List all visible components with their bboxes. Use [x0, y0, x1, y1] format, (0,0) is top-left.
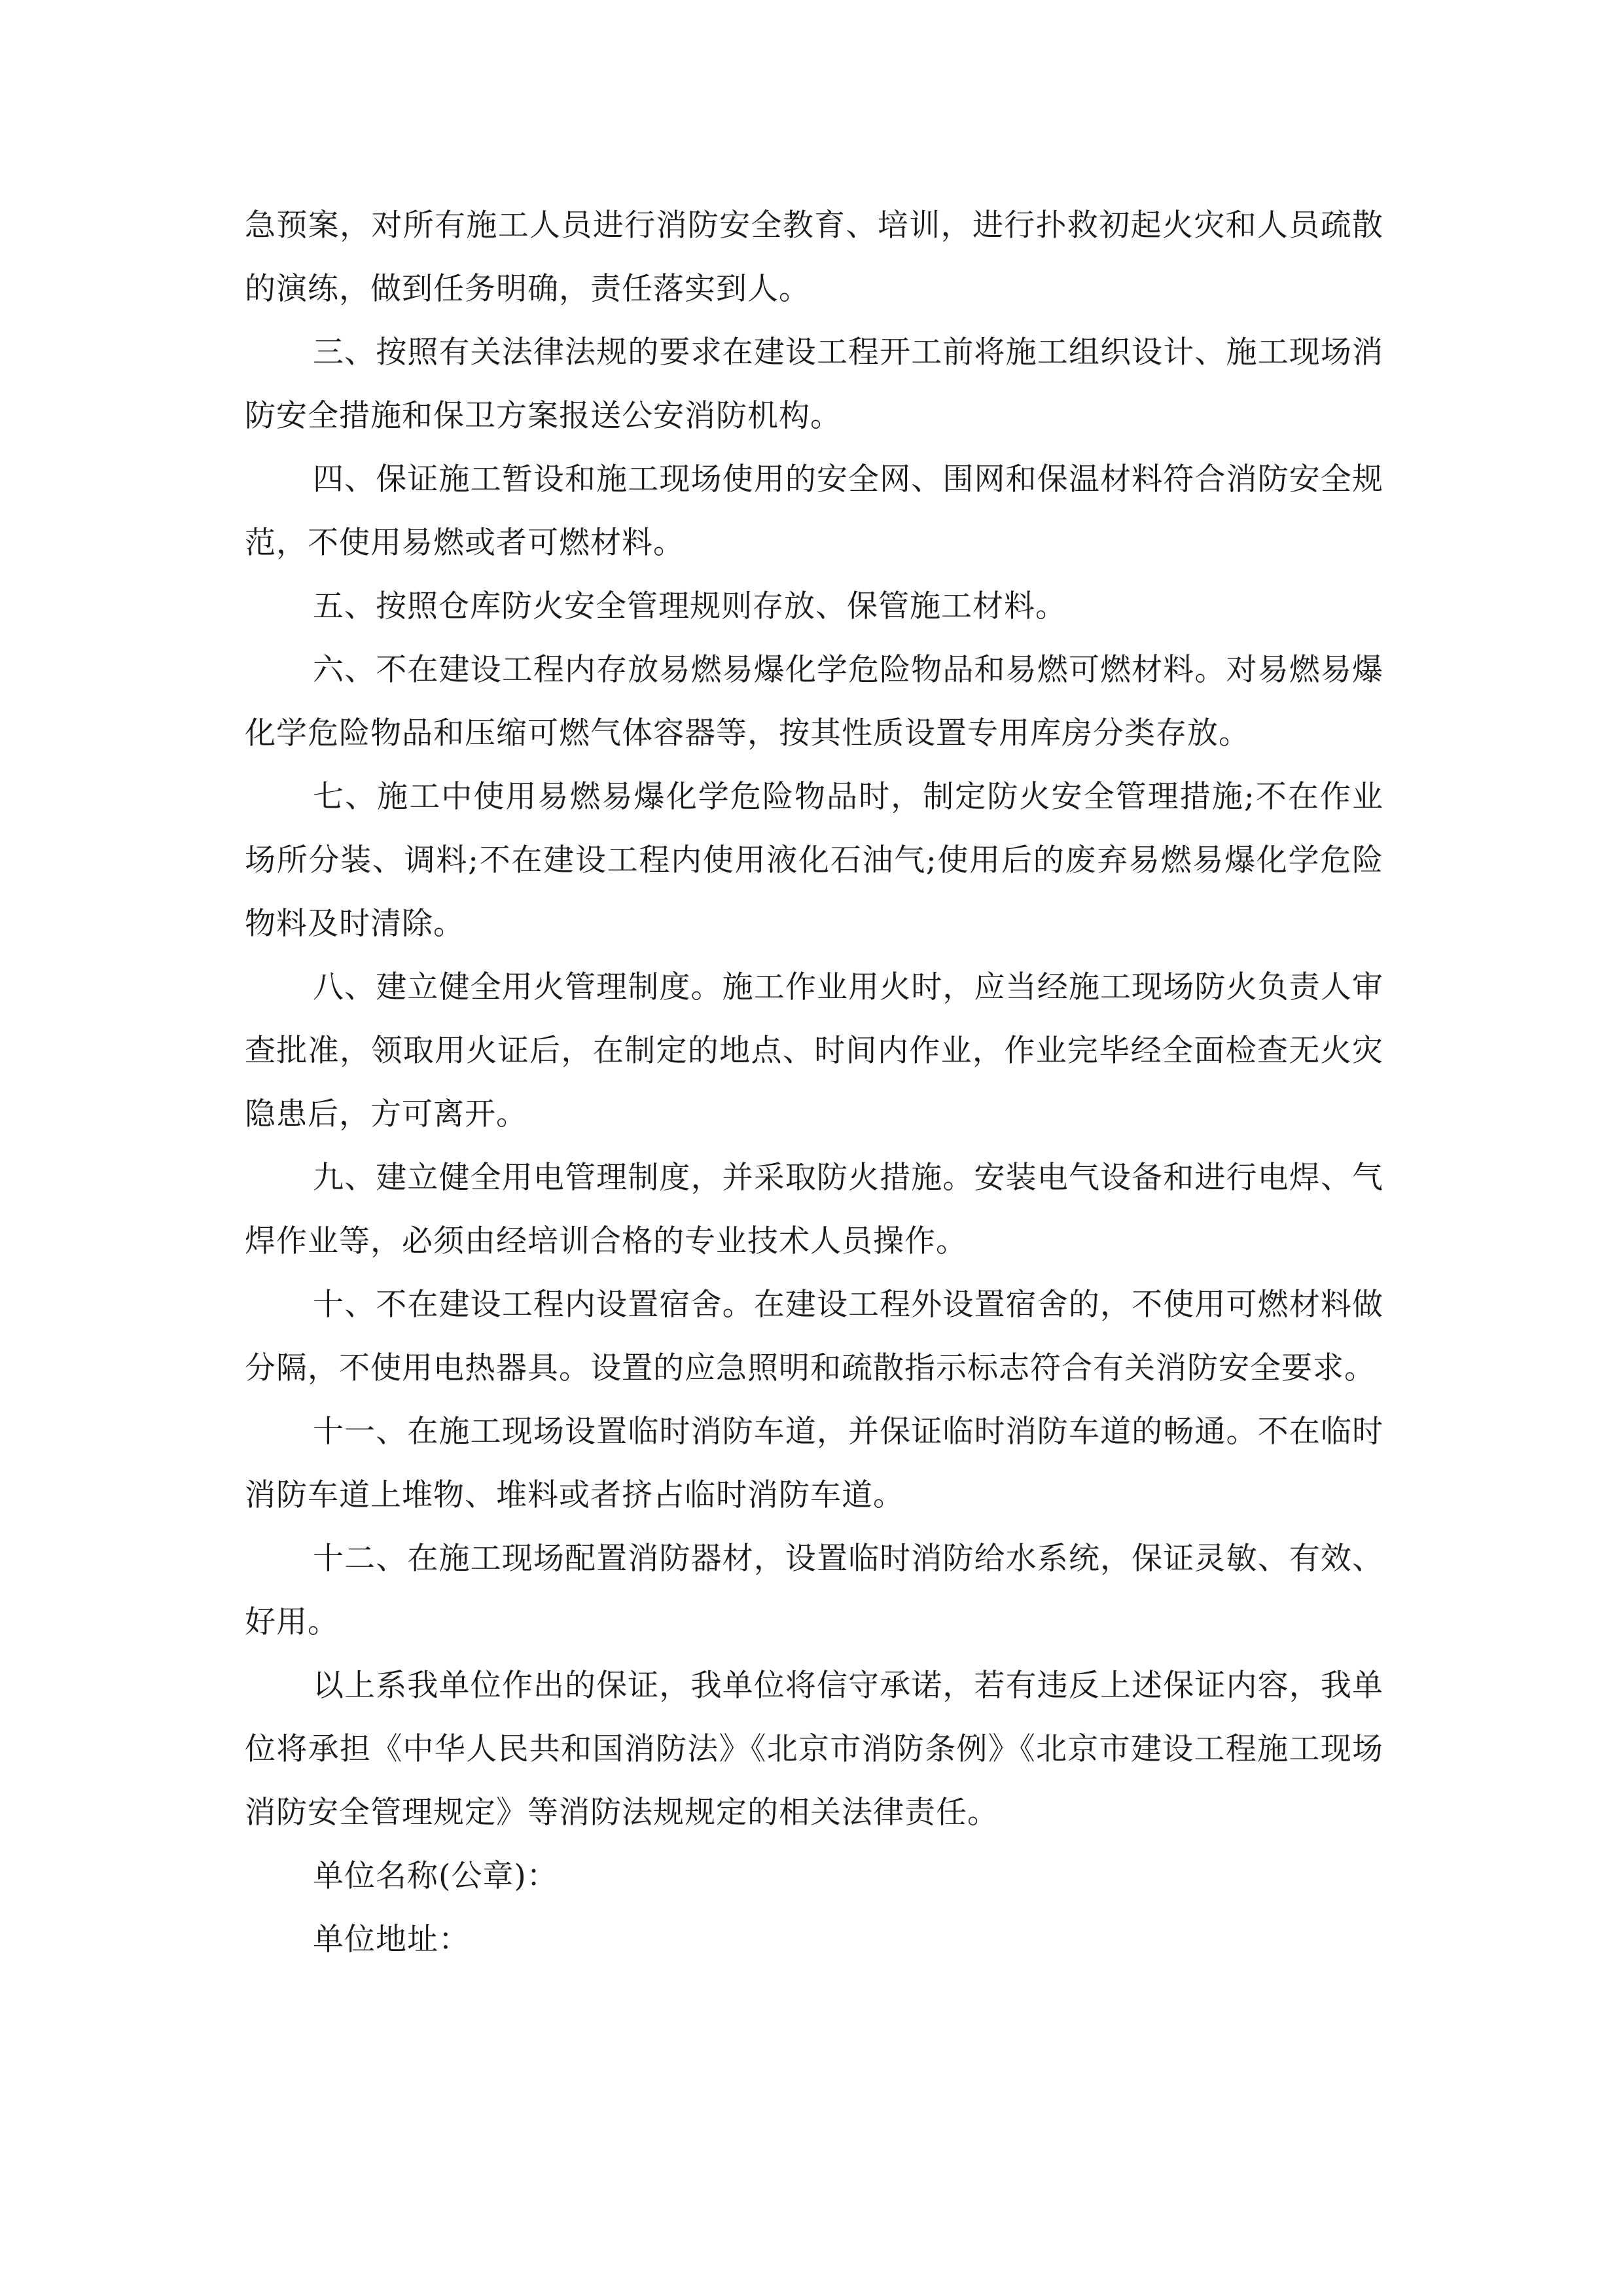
paragraph-commitment: 以上系我单位作出的保证，我单位将信守承诺，若有违反上述保证内容，我单位将承担《中华人民共和国消防法》《北京市消防条例》《北京市建设工程施工现场消防安全管理规定》等消防法规规定的相关法律责任。	[245, 1668, 1383, 1831]
paragraph-item-12: 十二、在施工现场配置消防器材，设置临时消防给水系统，保证灵敏、有效、好用。	[245, 1541, 1383, 1640]
paragraph-item-6: 六、不在建设工程内存放易燃易爆化学危险物品和易燃可燃材料。对易燃易爆化学危险物品和压缩可燃气体容器等，按其性质设置专用库房分类存放。	[245, 652, 1383, 751]
unit-address-label: 单位地址：	[313, 1922, 470, 1958]
paragraph-item-10: 十、不在建设工程内设置宿舍。在建设工程外设置宿舍的，不使用可燃材料做分隔，不使用电热器具。设置的应急照明和疏散指示标志符合有关消防安全要求。	[245, 1287, 1383, 1386]
paragraph-item-4: 四、保证施工暂设和施工现场使用的安全网、围网和保温材料符合消防安全规范，不使用易燃或者可燃材料。	[245, 461, 1383, 561]
paragraph-item-5: 五、按照仓库防火安全管理规则存放、保管施工材料。	[313, 588, 1067, 624]
paragraph-continued: 急预案，对所有施工人员进行消防安全教育、培训，进行扑救初起火灾和人员疏散的演练，做到任务明确，责任落实到人。	[245, 207, 1383, 307]
paragraph-item-7: 七、施工中使用易燃易爆化学危险物品时，制定防火安全管理措施;不在作业场所分装、调料;不在建设工程内使用液化石油气;使用后的废弃易燃易爆化学危险物料及时清除。	[245, 779, 1383, 942]
paragraph-item-9: 九、建立健全用电管理制度，并采取防火措施。安装电气设备和进行电焊、气焊作业等，必须由经培训合格的专业技术人员操作。	[245, 1160, 1383, 1259]
paragraph-item-8: 八、建立健全用火管理制度。施工作业用火时，应当经施工现场防火负责人审查批准，领取用火证后，在制定的地点、时间内作业，作业完毕经全面检查无火灾隐患后，方可离开。	[245, 969, 1383, 1132]
paragraph-item-3: 三、按照有关法律法规的要求在建设工程开工前将施工组织设计、施工现场消防安全措施和保卫方案报送公安消防机构。	[245, 334, 1383, 434]
unit-name-label: 单位名称(公章)：	[313, 1858, 558, 1894]
document-body	[245, 194, 1383, 1971]
paragraph-item-11: 十一、在施工现场设置临时消防车道，并保证临时消防车道的畅通。不在临时消防车道上堆物、堆料或者挤占临时消防车道。	[245, 1414, 1383, 1513]
